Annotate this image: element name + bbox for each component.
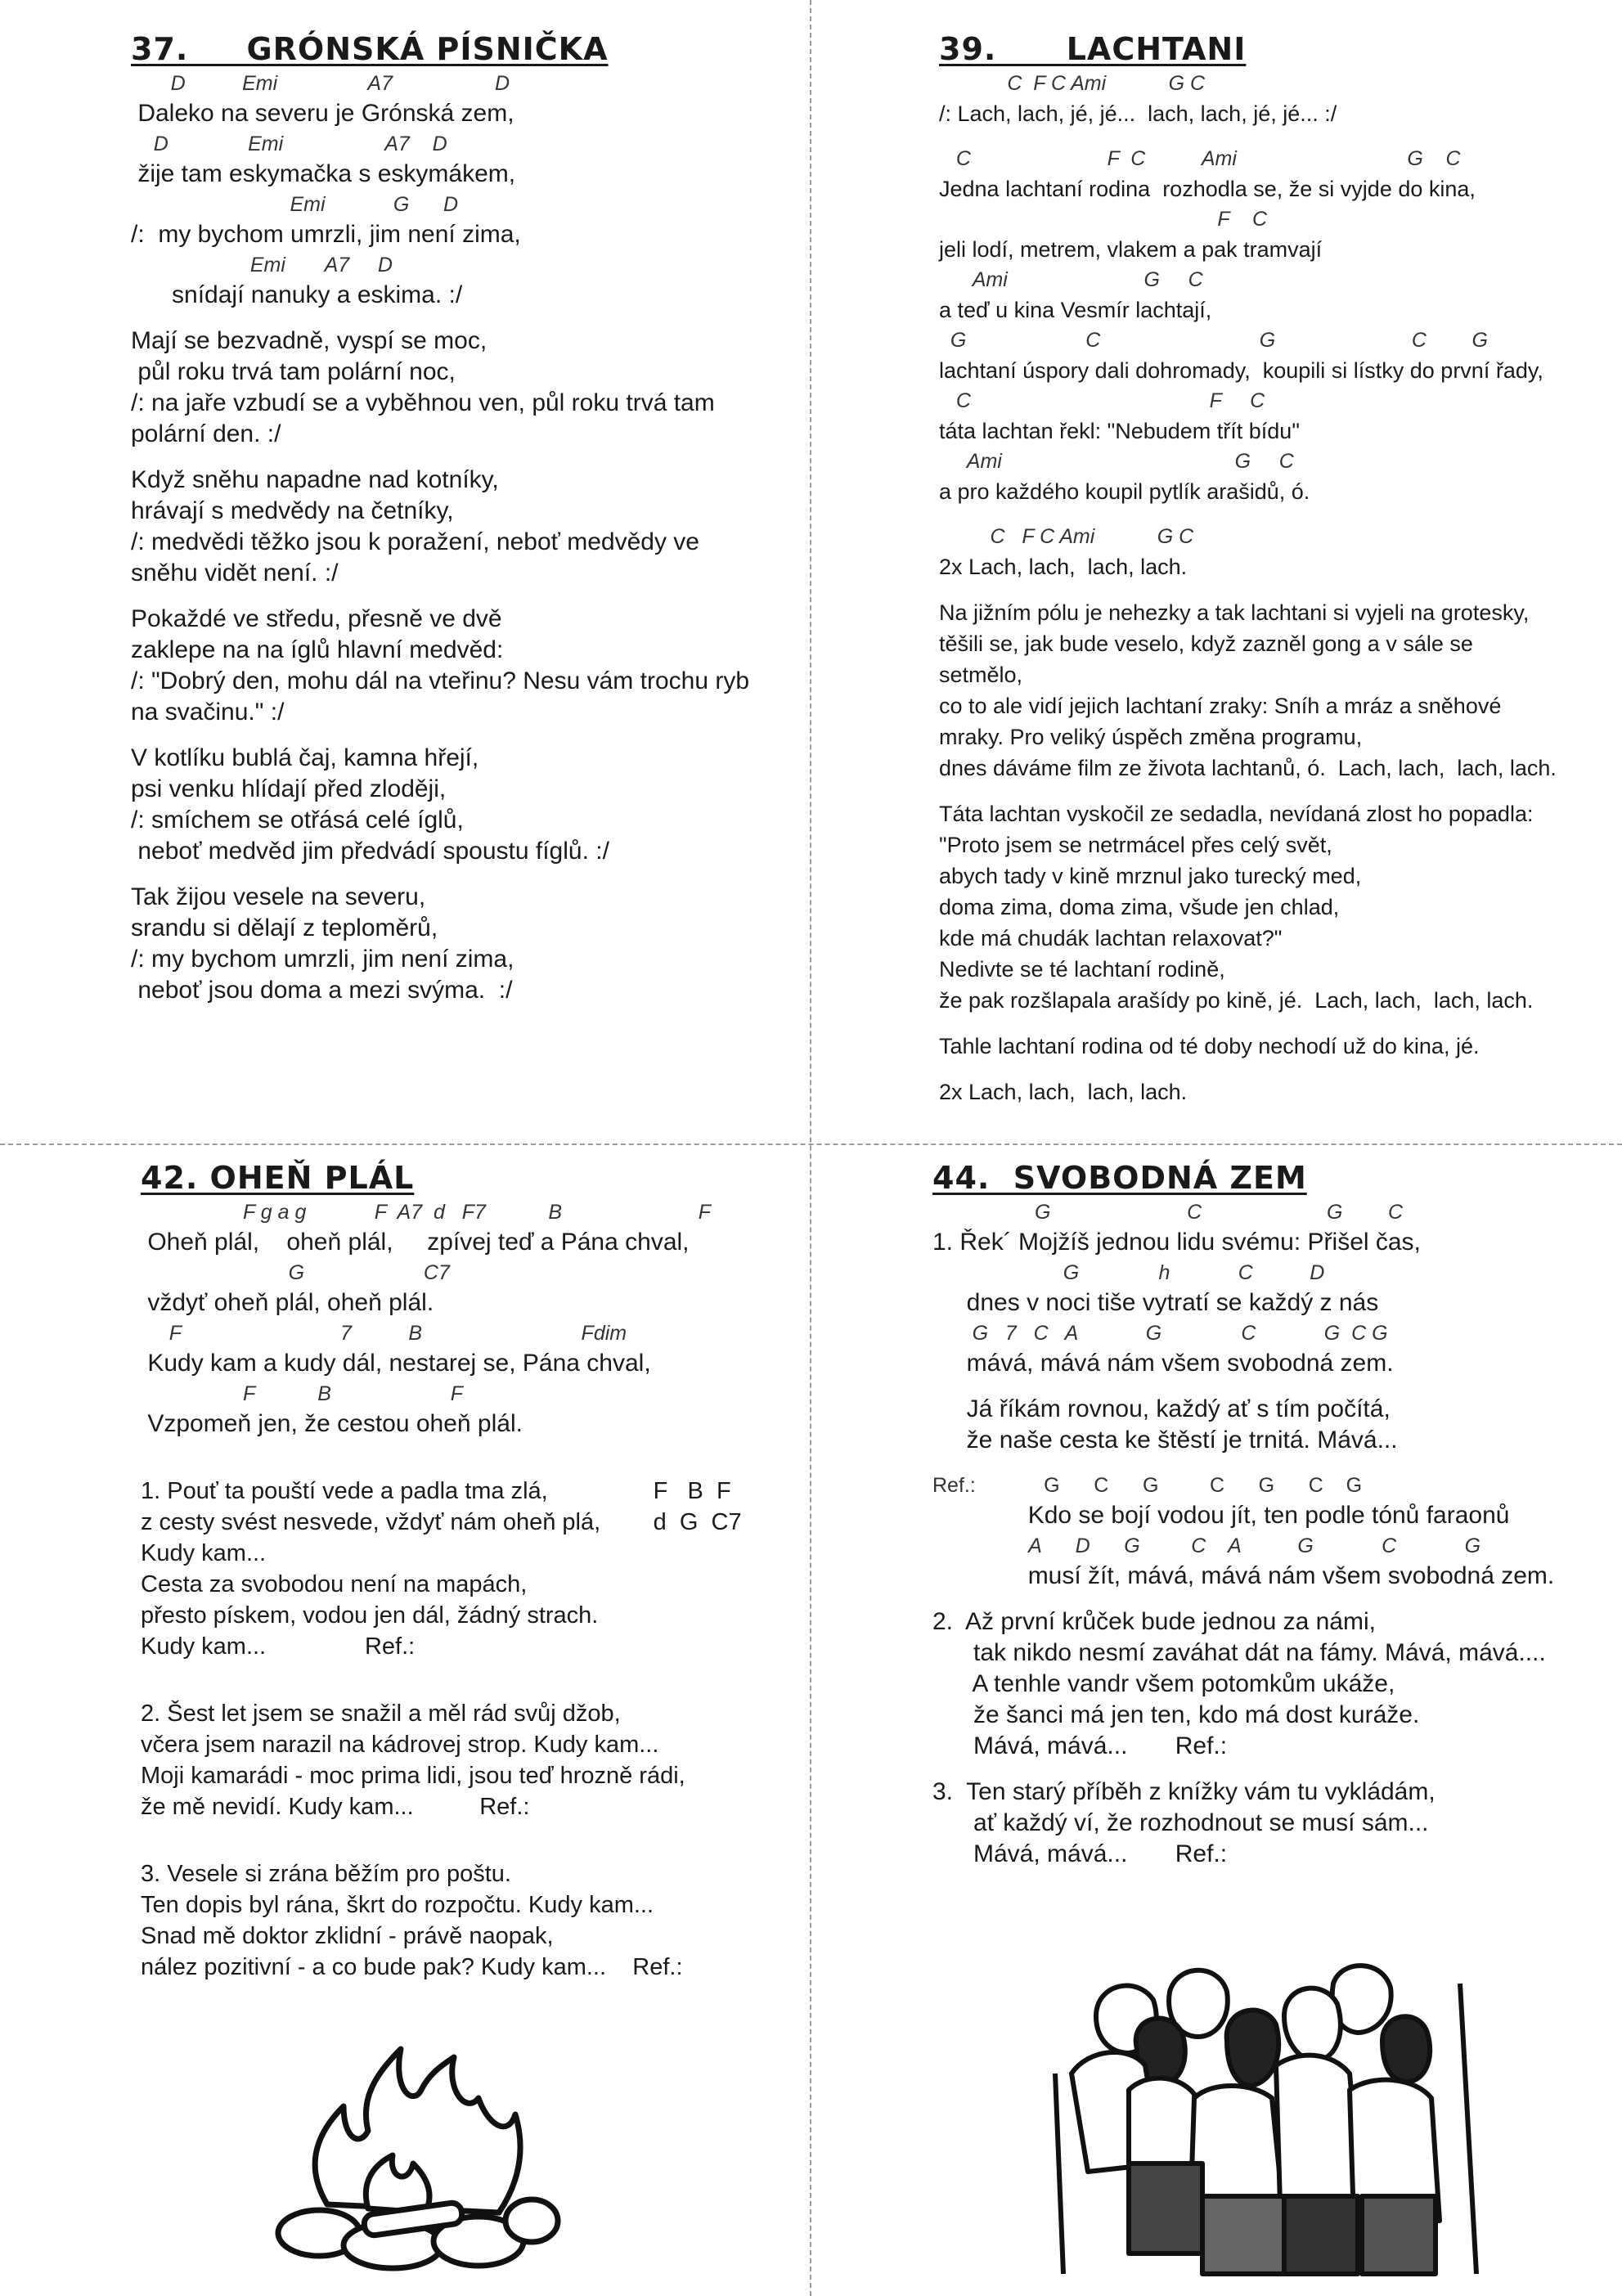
chord-line: Emi A7 D: [131, 254, 393, 276]
lyric-line: kde má chudák lachtan relaxovat?": [939, 926, 1283, 950]
lyric-line: abych tady v kině mrznul jako turecký med,: [939, 864, 1362, 888]
lyric-line: dnes dáváme film ze života lachtanů, ó. Lach, lach, lach, lach.: [939, 756, 1557, 780]
chord-line: D Emi A7 D: [131, 72, 510, 95]
lyric-line: žije tam eskymačka s eskymákem,: [131, 160, 516, 187]
lyric-line: musí žít, mává, mává nám všem svobodná zem.: [932, 1562, 1555, 1589]
chord-line: Ref.: G C G C G C G: [932, 1474, 1363, 1497]
lyric-line: Kudy kam a kudy dál, nestarej se, Pána chval,: [141, 1350, 651, 1377]
lyric-line: Vzpomeň jen, že cestou oheň plál.: [141, 1410, 523, 1437]
lyric-line: polární den. :/: [131, 420, 281, 447]
stanza: [131, 326, 785, 450]
lyric-line: 2x Lach, lach, lach, lach.: [939, 555, 1188, 579]
lyric-line: Kdo se bojí vodou jít, ten podle tónů faraonů: [932, 1502, 1510, 1529]
lyric-line: Oheň plál, oheň plál, zpívej teď a Pána chval,: [141, 1229, 690, 1256]
lyric-line: že mě nevidí. Kudy kam... Ref.:: [141, 1794, 530, 1820]
song-42: [141, 1160, 795, 1997]
lyric-line: 1. Pouť ta pouští vede a padla tma zlá, F B F: [141, 1478, 731, 1504]
lyric-line: lachtaní úspory dali dohromady, koupili si lístky do první řady,: [939, 358, 1543, 383]
chord-line: G C7: [141, 1261, 450, 1284]
lyric-line: Mává, mává... Ref.:: [932, 1840, 1228, 1867]
lyric-line: A tenhle vandr všem potomkům ukáže,: [932, 1670, 1395, 1697]
stanza: [939, 1076, 1602, 1108]
chord-line: F 7 B Fdim: [141, 1322, 627, 1345]
lyric-line: Jedna lachtaní rodina rozhodla se, že si vyjde do kina,: [939, 177, 1476, 201]
stanza: [932, 1606, 1603, 1762]
chord-line: C F C Ami G C: [939, 72, 1206, 95]
lyric-line: /: Lach, lach, jé, jé... lach, lach, jé, jé... :/: [939, 101, 1337, 126]
stanza: [932, 1777, 1603, 1870]
lyric-line: Mává, mává... Ref.:: [932, 1732, 1228, 1759]
stanza: [131, 69, 785, 311]
chord-line: D Emi A7 D: [131, 133, 447, 155]
chord-line: A D G C A G C G: [932, 1534, 1481, 1557]
chord-line: G C G C: [932, 1201, 1404, 1224]
lyric-line: zaklepe na na íglů hlavní medvěd:: [131, 636, 504, 663]
lyric-line: hrávají s medvědy na četníky,: [131, 497, 454, 524]
lyric-line: 2x Lach, lach, lach, lach.: [939, 1080, 1188, 1104]
lyric-line: 3. Ten starý příběh z knížky vám tu vykládám,: [932, 1778, 1436, 1805]
lyric-line: mraky. Pro veliký úspěch změna programu,: [939, 725, 1363, 749]
stanza: [131, 604, 785, 728]
lyric-line: Cesta za svobodou není na mapách,: [141, 1571, 528, 1597]
lyric-line: psi venku hlídají před zloději,: [131, 775, 447, 802]
song-title: 39. LACHTANI: [939, 31, 1247, 67]
chord-line: C F C: [939, 389, 1265, 412]
lyric-line: a pro každého koupil pytlík arašidů, ó.: [939, 479, 1310, 504]
stanza: [131, 465, 785, 589]
lyric-line: Moji kamarádi - moc prima lidi, jsou teď hrozně rádi,: [141, 1763, 685, 1789]
horizontal-cut-line: [0, 1144, 1622, 1145]
lyric-line: srandu si dělají z teploměrů,: [131, 914, 438, 941]
lyric-line: včera jsem narazil na kádrovej strop. Kudy kam...: [141, 1732, 659, 1758]
stanza: [141, 1197, 795, 1440]
lyric-line: Mají se bezvadně, vyspí se moc,: [131, 327, 487, 354]
lyric-line: jeli lodí, metrem, vlakem a pak tramvají: [939, 237, 1323, 262]
song-44: [932, 1160, 1603, 1885]
lyric-line: z cesty svést nesvede, vždyť nám oheň plá, d G C7: [141, 1509, 742, 1535]
lyric-line: na svačinu." :/: [131, 699, 285, 726]
lyric-line: setmělo,: [939, 663, 1023, 687]
lyric-line: Tak žijou vesele na severu,: [131, 883, 426, 910]
chord-line: G h C D: [932, 1261, 1325, 1284]
lyric-line: Tahle lachtaní rodina od té doby nechodí už do kina, jé.: [939, 1034, 1480, 1058]
chord-line: C F C Ami G C: [939, 525, 1194, 548]
lyric-line: /: na jaře vzbudí se a vyběhnou ven, půl roku trvá tam: [131, 389, 715, 416]
lyric-line: Pokaždé ve středu, přesně ve dvě: [131, 605, 502, 632]
lyric-line: mává, mává nám všem svobodná zem.: [932, 1350, 1394, 1377]
stanza: [939, 69, 1602, 129]
crowd-illustration: [1039, 1951, 1497, 2278]
lyric-line: vždyť oheň plál, oheň plál.: [141, 1289, 434, 1316]
stanza: [141, 1858, 795, 1983]
lyric-line: /: my bychom umrzli, jim není zima,: [131, 221, 521, 248]
lyric-line: "Proto jsem se netrmácel přes celý svět,: [939, 833, 1332, 857]
stanza: [939, 798, 1602, 1016]
stanza: [932, 1394, 1603, 1456]
lyric-line: sněhu vidět není. :/: [131, 559, 339, 586]
lyric-line: co to ale vidí jejich lachtaní zraky: Sníh a mráz a sněhové: [939, 694, 1502, 718]
stanza: [932, 1197, 1603, 1379]
lyric-line: že pak rozšlapala arašídy po kině, jé. Lach, lach, lach, lach.: [939, 988, 1534, 1013]
lyric-line: těšili se, jak bude veselo, když zazněl gong a v sále se: [939, 631, 1473, 656]
lyric-line: nález pozitivní - a co bude pak? Kudy kam... Ref.:: [141, 1954, 683, 1980]
lyric-line: V kotlíku bublá čaj, kamna hřejí,: [131, 744, 479, 771]
lyric-line: Já říkám rovnou, každý ať s tím počítá,: [932, 1395, 1391, 1422]
stanza: [131, 743, 785, 867]
lyric-line: 2. Šest let jsem se snažil a měl rád svůj džob,: [141, 1701, 621, 1727]
lyric-line: ať každý ví, že rozhodnout se musí sám...: [932, 1809, 1429, 1836]
song-title: 42. OHEŇ PLÁL: [141, 1160, 415, 1196]
song-title: 37. GRÓNSKÁ PÍSNIČKA: [131, 31, 609, 67]
lyric-line: Ten dopis byl rána, škrt do rozpočtu. Kudy kam...: [141, 1892, 654, 1918]
lyric-line: /: medvědi těžko jsou k poražení, neboť medvědy ve: [131, 528, 699, 555]
stanza: [131, 882, 785, 1006]
lyric-line: /: "Dobrý den, mohu dál na vteřinu? Nesu vám trochu ryb: [131, 667, 750, 694]
chord-line: F B F: [141, 1382, 464, 1405]
chord-line: Emi G D: [131, 193, 459, 216]
lyric-line: /: smíchem se otřásá celé íglů,: [131, 807, 464, 833]
lyric-line: Na jižním pólu je nehezky a tak lachtani si vyjeli na grotesky,: [939, 600, 1530, 625]
lyric-line: přesto pískem, vodou jen dál, žádný strach.: [141, 1602, 599, 1629]
lyric-line: půl roku trvá tam polární noc,: [131, 358, 456, 385]
stanza: [932, 1471, 1603, 1592]
stanza: [939, 144, 1602, 507]
song-title: 44. SVOBODNÁ ZEM: [932, 1160, 1307, 1196]
lyric-line: 1. Řek´ Mojžíš jednou lidu svému: Přišel čas,: [932, 1229, 1421, 1256]
lyric-line: Nedivte se té lachtaní rodině,: [939, 957, 1225, 982]
campfire-illustration: [270, 2041, 564, 2278]
song-39: [939, 31, 1602, 1122]
lyric-line: dnes v noci tiše vytratí se každý z nás: [932, 1289, 1379, 1316]
lyric-line: snídají nanuky a eskima. :/: [131, 281, 463, 308]
lyric-line: /: my bychom umrzli, jim není zima,: [131, 946, 514, 973]
lyric-line: že šanci má jen ten, kdo má dost kuráže.: [932, 1701, 1420, 1728]
stanza: [939, 597, 1602, 784]
stanza: [939, 522, 1602, 582]
chord-line: F g a g F A7 d F7 B F: [141, 1201, 711, 1224]
lyric-line: 2. Až první krůček bude jednou za námi,: [932, 1608, 1376, 1635]
lyric-line: a teď u kina Vesmír lachtají,: [939, 298, 1212, 322]
chord-line: G C G C G: [939, 329, 1488, 352]
stanza: [141, 1476, 795, 1662]
vertical-cut-line: [810, 0, 811, 2296]
lyric-line: Daleko na severu je Grónská zem,: [131, 100, 514, 127]
chord-line: Ami G C: [939, 450, 1294, 473]
song-37: [131, 31, 785, 1021]
stanza: [141, 1698, 795, 1822]
lyric-line: táta lachtan řekl: "Nebudem třít bídu": [939, 419, 1300, 443]
lyric-line: Snad mě doktor zklidní - právě naopak,: [141, 1923, 554, 1949]
lyric-line: 3. Vesele si zrána běžím pro poštu.: [141, 1861, 511, 1887]
lyric-line: Táta lachtan vyskočil ze sedadla, nevídaná zlost ho popadla:: [939, 802, 1534, 826]
chord-line: F C: [939, 208, 1268, 231]
chord-line: Ami G C: [939, 268, 1203, 291]
chord-line: G 7 C A G C G C G: [932, 1322, 1388, 1345]
lyric-line: že naše cesta ke štěstí je trnitá. Mává...: [932, 1427, 1398, 1454]
lyric-line: doma zima, doma zima, všude jen chlad,: [939, 895, 1340, 919]
lyric-line: Kudy kam... Ref.:: [141, 1633, 416, 1660]
lyric-line: neboť medvěd jim předvádí spoustu fíglů. :/: [131, 838, 609, 865]
lyric-line: Kudy kam...: [141, 1540, 267, 1566]
lyric-line: neboť jsou doma a mezi svýma. :/: [131, 977, 513, 1004]
lyric-line: tak nikdo nesmí zaváhat dát na fámy. Mává, mává....: [932, 1639, 1546, 1666]
stanza: [939, 1031, 1602, 1062]
lyric-line: Když sněhu napadne nad kotníky,: [131, 466, 499, 493]
chord-line: C F C Ami G C: [939, 147, 1461, 170]
